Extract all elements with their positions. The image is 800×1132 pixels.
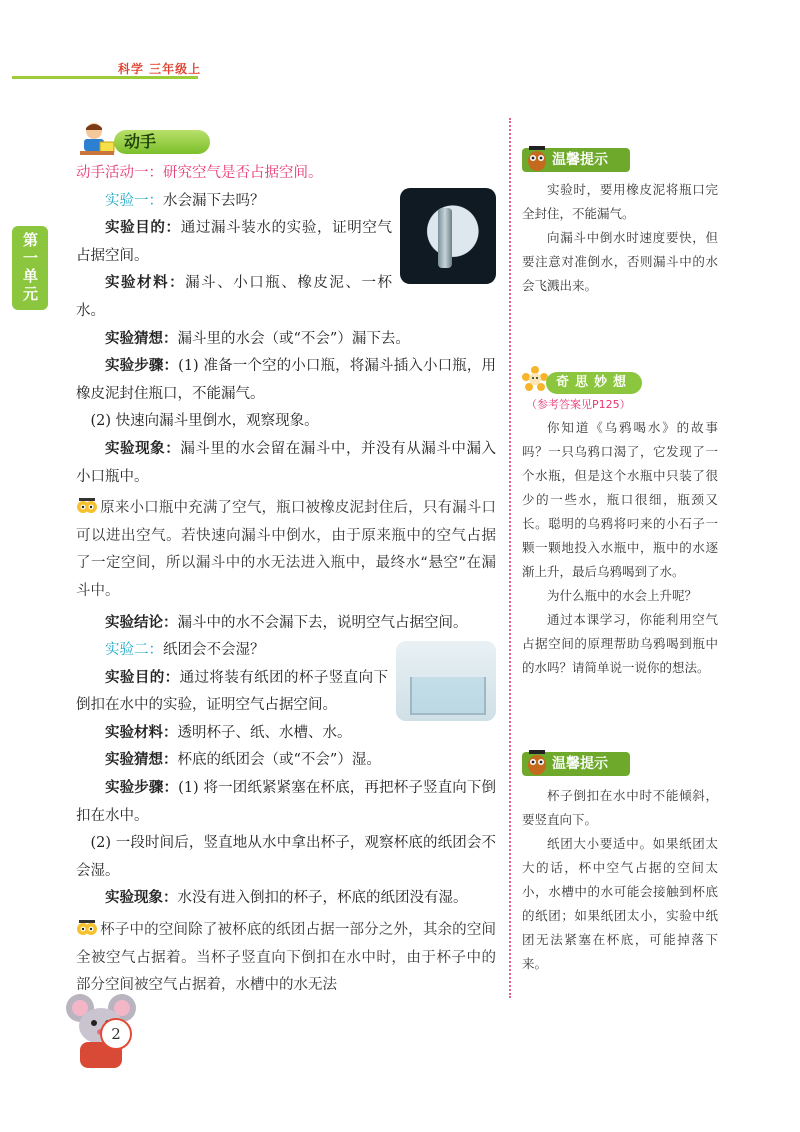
tip1-label: 温馨提示 [552,152,608,168]
funnel-bottle-photo [400,188,496,284]
exp1-step2: (2) 快速向漏斗里倒水，观察现象。 [90,413,319,430]
exp1-question: 水会漏下去吗？ [163,192,265,209]
exp1-steps-label: 实验步骤： [105,358,179,375]
exp1-materials-label: 实验材料： [105,275,186,292]
owl-graduate-icon [526,750,548,776]
exp1-guess: 漏斗里的水会（或“不会”）漏下去。 [177,330,410,347]
kid-reading-icon [76,120,116,158]
unit-side-tab: 第一单元 [12,226,48,310]
exp1-explanation: 原来小口瓶中充满了空气，瓶口被橡皮泥封住后，只有漏斗口可以进出空气。若快速向漏斗中倒水，由于原来瓶中的空气占据了一定空间，所以漏斗中的水无法进入瓶中，最终水“悬空”在漏斗中。 [76,500,496,599]
exp2-title: 实验二： [105,642,163,659]
section-heading [76,120,496,160]
think-text [522,416,718,680]
owl-note-icon [76,497,98,515]
exp1-materials: 漏斗、小口瓶、橡皮泥、一杯水。 [76,275,393,319]
running-header: 科学 三年级上 [118,62,202,76]
exp1-title: 实验一： [105,192,163,209]
exp1-phenomenon: 漏斗里的水会留在漏斗中，并没有从漏斗中漏入小口瓶中。 [76,440,497,485]
owl-graduate-icon [526,146,548,172]
exp2-steps-label: 实验步骤： [105,780,179,797]
think-paragraph-3: 通过本课学习，你能利用空气占据空间的原理帮助乌鸦喝到瓶中的水吗？请简单说一说你的想法。 [522,612,718,675]
main-column [76,120,496,1000]
exp2-explanation: 杯子中的空间除了被杯底的纸团占据一部分之外，其余的空间全被空气占据着。当杯子竖直向下倒扣在水中时，由于杯子中的部分空间被空气占据着，水槽中的水无法 [76,922,496,994]
tip2-badge [522,752,630,776]
exp2-guess: 杯底的纸团会（或“不会”）湿。 [177,752,381,769]
cup-in-water-photo [396,641,496,721]
exp1-conclusion-label: 实验结论： [105,614,178,631]
column-divider [509,118,511,998]
header-rule [12,76,198,79]
think-paragraph-2: 为什么瓶中的水会上升呢？ [547,588,698,603]
exp2-step2: (2) 一段时间后，竖直地从水中拿出杯子，观察杯底的纸团会不会湿。 [76,835,496,879]
exp1-phenomenon-label: 实验现象： [105,440,181,457]
sunflower-icon [522,366,548,394]
exp2-purpose: 通过将装有纸团的杯子竖直向下倒扣在水中的实验，证明空气占据空间。 [76,669,389,714]
exp2-phenomenon: 水没有进入倒扣的杯子，杯底的纸团没有湿。 [177,890,468,907]
tip2-paragraph-1: 杯子倒扣在水中时不能倾斜，要竖直向下。 [522,788,718,827]
exp1-step1: (1) 准备一个空的小口瓶，将漏斗插入小口瓶，用橡皮泥封住瓶口，不能漏气。 [76,358,496,402]
section-label: 动手 [114,130,210,154]
tip1-badge [522,148,630,172]
tip1-paragraph-2: 向漏斗中倒水时速度要快，但要注意对准倒水，否则漏斗中的水会飞溅出来。 [522,230,718,293]
exp1-guess-label: 实验猜想： [105,330,178,347]
water-tank-shape [410,677,486,715]
exp2-materials-label: 实验材料： [105,724,178,741]
activity-title: 动手活动一：研究空气是否占据空间。 [76,165,323,181]
tip2-paragraph-2: 纸团大小要适中。如果纸团太大的话，杯中空气占据的空间太小，水槽中的水可能会接触到杯底的纸团；如果纸团太小，实验中纸团无法紧塞在杯底，可能掉落下来。 [522,836,718,971]
exp2-purpose-label: 实验目的： [105,669,180,686]
owl-note-icon [76,919,98,937]
exp2-phenomenon-label: 实验现象： [105,890,178,907]
exp2-materials: 透明杯子、纸、水槽、水。 [177,724,352,741]
tip1-text [522,178,718,298]
tip1-paragraph-1: 实验时，要用橡皮泥将瓶口完全封住，不能漏气。 [522,182,718,221]
tip2-label: 温馨提示 [552,756,608,772]
exp2-guess-label: 实验猜想： [105,752,178,769]
think-paragraph-1: 你知道《乌鸦喝水》的故事吗？一只乌鸦口渴了，它发现了一个水瓶，但是这个水瓶中只装了很少的一些水，瓶口很细，瓶颈又长。聪明的乌鸦将叼来的小石子一颗一颗地投入水瓶中，瓶中的水逐渐上升，最后乌鸦喝到了水。 [522,420,718,579]
exp2-question: 纸团会不会湿？ [163,642,265,659]
think-badge: 奇思妙想 [546,372,642,394]
page-number: 2 [100,1018,132,1050]
exp1-purpose: 通过漏斗装水的实验，证明空气占据空间。 [76,220,393,264]
bottle-shape [438,208,452,268]
tip2-text [522,784,718,976]
exp1-purpose-label: 实验目的： [105,220,181,237]
answer-reference: （参考答案见P125） [526,398,631,411]
exp1-conclusion: 漏斗中的水不会漏下去，说明空气占据空间。 [177,614,468,631]
exp2-step1: (1) 将一团纸紧紧塞在杯底，再把杯子竖直向下倒扣在水中。 [76,780,496,824]
